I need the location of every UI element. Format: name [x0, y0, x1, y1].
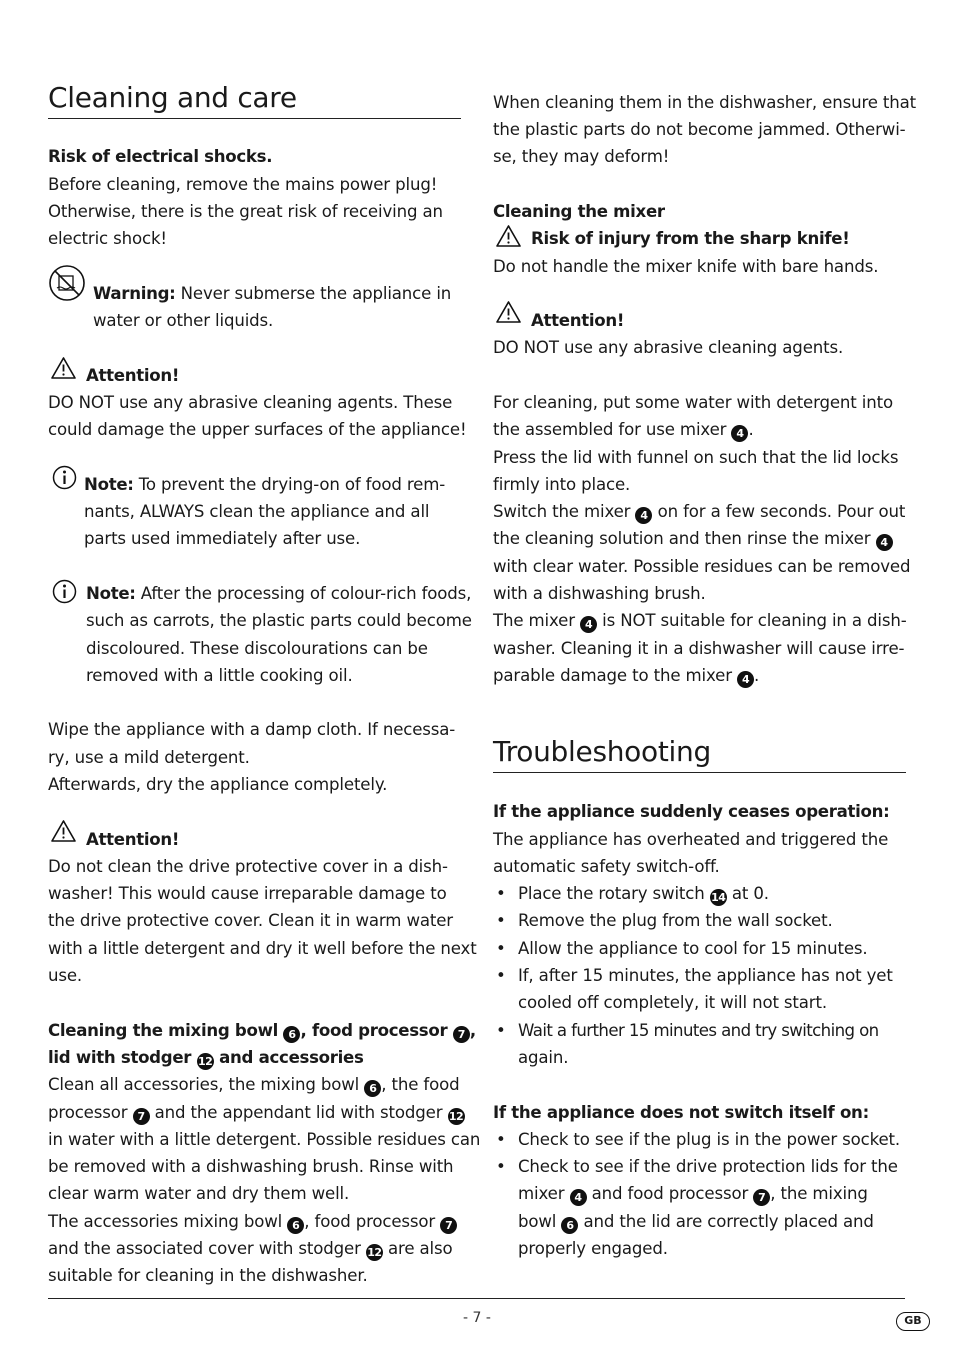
bowl-text-line: The accessories mixing bowl 6 , food processor 7 — [48, 1208, 457, 1235]
mixer-text-line: with clear water. Possible residues can be removed — [493, 557, 911, 576]
bullet-icon: • — [496, 1157, 506, 1176]
list-item: cooled off completely, it will not start. — [518, 993, 827, 1012]
ref-number-7: 7 — [753, 1189, 770, 1206]
no-immersion-icon — [48, 264, 86, 302]
warning-label: Warning: — [93, 284, 176, 303]
note-line: parts used immediately after use. — [84, 529, 361, 548]
mixer-text-line: washer. Cleaning it in a dishwasher will cause irre- — [493, 639, 905, 658]
note-line: nants, ALWAYS clean the appliance and all — [84, 502, 430, 521]
bullet-icon: • — [496, 911, 506, 930]
bullet-icon: • — [496, 966, 506, 985]
wipe-text-line: Afterwards, dry the appliance completely. — [48, 775, 388, 794]
ref-number-4: 4 — [876, 534, 893, 551]
mixer-text-line: the cleaning solution and then rinse the mixer 4 — [493, 525, 893, 552]
ref-number-12: 12 — [367, 1246, 382, 1259]
list-item: properly engaged. — [518, 1239, 668, 1258]
ref-number-12: 12 — [198, 1055, 213, 1068]
list-item: Remove the plug from the wall socket. — [518, 911, 833, 930]
info-icon — [52, 579, 77, 604]
ref-number-4: 4 — [570, 1189, 587, 1206]
attention-label: Attention! — [86, 830, 180, 849]
ref-number-4: 4 — [580, 616, 597, 633]
mixer-heading: Cleaning the mixer — [493, 202, 665, 221]
dishwasher-text-line: the plastic parts do not become jammed. Otherwi- — [493, 120, 906, 139]
list-item: Place the rotary switch 14 at 0. — [518, 884, 769, 904]
mixer-text-line: The mixer 4 is NOT suitable for cleaning in a dish- — [493, 611, 907, 631]
attention-text: DO NOT use any abrasive cleaning agents. — [493, 338, 844, 357]
bowl-text-line: Clean all accessories, the mixing bowl 6 , the food — [48, 1075, 460, 1095]
bowl-text-line: clear warm water and dry them well. — [48, 1184, 350, 1203]
ref-number-7: 7 — [440, 1217, 457, 1234]
list-item: Check to see if the plug is in the power socket. — [518, 1130, 901, 1149]
mixer-text-line: firmly into place. — [493, 475, 631, 494]
list-item: mixer 4 and food processor 7 , the mixing — [518, 1184, 868, 1204]
page-number: - 7 - — [463, 1310, 491, 1326]
bowl-text-line: in water with a little detergent. Possible residues can — [48, 1130, 481, 1149]
note-line: such as carrots, the plastic parts could become — [86, 611, 472, 630]
bullet-icon: • — [496, 1130, 506, 1149]
case1-text-line: automatic safety switch-off. — [493, 857, 720, 876]
bowl-text-line: be removed with a dishwashing brush. Rinse with — [48, 1157, 454, 1176]
list-item: again. — [518, 1048, 569, 1067]
list-item: Check to see if the drive protection lids for the — [518, 1157, 898, 1176]
mixer-text-line: Press the lid with funnel on such that the lid locks — [493, 448, 899, 467]
attention-text-line: Do not clean the drive protective cover in a dish- — [48, 857, 448, 876]
shock-text-line: Before cleaning, remove the mains power plug! — [48, 175, 438, 194]
mixer-text-line: with a dishwashing brush. — [493, 584, 706, 603]
attention-text-line: the drive protective cover. Clean it in warm water — [48, 911, 453, 930]
mixer-text-line: the assembled for use mixer 4 . — [493, 420, 754, 440]
language-badge: GB — [896, 1312, 930, 1331]
attention-label: Attention! — [531, 311, 625, 330]
shock-text-line: Otherwise, there is the great risk of receiving an — [48, 202, 443, 221]
case2-heading: If the appliance does not switch itself on: — [493, 1103, 869, 1122]
warning-line: water or other liquids. — [93, 311, 274, 330]
mixer-text-line: parable damage to the mixer 4 . — [493, 666, 760, 686]
section-title-troubleshooting: Troubleshooting — [493, 734, 906, 773]
bullet-icon: • — [496, 1021, 506, 1040]
section-title-cleaning: Cleaning and care — [48, 80, 461, 119]
ref-number-12: 12 — [448, 1110, 464, 1123]
ref-number-6: 6 — [283, 1026, 300, 1043]
note-line: Note: To prevent the drying-on of food rem- — [84, 475, 446, 494]
bowl-text-line: and the associated cover with stodger 12 are also — [48, 1239, 453, 1259]
bullet-icon: • — [496, 884, 506, 903]
case1-heading: If the appliance suddenly ceases operation: — [493, 802, 890, 821]
wipe-text-line: ry, use a mild detergent. — [48, 748, 250, 767]
ref-number-6: 6 — [287, 1217, 304, 1234]
wipe-text-line: Wipe the appliance with a damp cloth. If necessa- — [48, 720, 456, 739]
attention-text-line: DO NOT use any abrasive cleaning agents. These — [48, 393, 453, 412]
warning-line: Warning: Never submerse the appliance in — [93, 284, 452, 303]
knife-warning: Risk of injury from the sharp knife! — [531, 229, 850, 248]
note-line: removed with a little cooking oil. — [86, 666, 353, 685]
ref-number-7: 7 — [453, 1026, 470, 1043]
attention-text-line: with a little detergent and dry it well before the next — [48, 939, 477, 958]
bowl-heading: lid with stodger 12 and accessories — [48, 1048, 364, 1068]
attention-label: Attention! — [86, 366, 180, 385]
warning-triangle-icon — [495, 224, 522, 248]
shock-heading: Risk of electrical shocks. — [48, 147, 273, 166]
mixer-text-line: Switch the mixer 4 on for a few seconds. Pour out — [493, 502, 906, 522]
list-item: If, after 15 minutes, the appliance has not yet — [518, 966, 893, 985]
warning-triangle-icon — [50, 819, 77, 843]
shock-text-line: electric shock! — [48, 229, 167, 248]
attention-text-line: could damage the upper surfaces of the appliance! — [48, 420, 467, 439]
bowl-text-line: suitable for cleaning in the dishwasher. — [48, 1266, 368, 1285]
attention-text-line: washer! This would cause irreparable damage to — [48, 884, 447, 903]
note-label: Note: — [84, 475, 134, 494]
ref-number-6: 6 — [364, 1080, 381, 1097]
ref-number-7: 7 — [133, 1108, 150, 1125]
warning-triangle-icon — [50, 356, 77, 380]
ref-number-4: 4 — [737, 671, 754, 688]
dishwasher-text-line: When cleaning them in the dishwasher, ensure that — [493, 93, 917, 112]
bullet-icon: • — [496, 939, 506, 958]
dishwasher-text-line: se, they may deform! — [493, 147, 670, 166]
knife-text: Do not handle the mixer knife with bare hands. — [493, 257, 879, 276]
info-icon — [52, 465, 77, 490]
bowl-text-line: processor 7 and the appendant lid with stodger 12 — [48, 1103, 464, 1123]
ref-number-4: 4 — [731, 425, 748, 442]
ref-number-6: 6 — [561, 1217, 578, 1234]
attention-text-line: use. — [48, 966, 83, 985]
bowl-heading: Cleaning the mixing bowl 6 , food processor 7 , — [48, 1021, 476, 1041]
case1-text-line: The appliance has overheated and triggered the — [493, 830, 889, 849]
note-line: discoloured. These discolourations can be — [86, 639, 428, 658]
warning-triangle-icon — [495, 300, 522, 324]
note-label: Note: — [86, 584, 136, 603]
list-item: bowl 6 and the lid are correctly placed and — [518, 1212, 874, 1232]
footer-divider — [48, 1298, 905, 1299]
ref-number-4: 4 — [635, 507, 652, 524]
list-item: Wait a further 15 minutes and try switching on — [518, 1021, 879, 1040]
list-item: Allow the appliance to cool for 15 minutes. — [518, 939, 868, 958]
mixer-text-line: For cleaning, put some water with detergent into — [493, 393, 893, 412]
note-line: Note: After the processing of colour-rich foods, — [86, 584, 472, 603]
ref-number-14: 14 — [711, 891, 726, 904]
